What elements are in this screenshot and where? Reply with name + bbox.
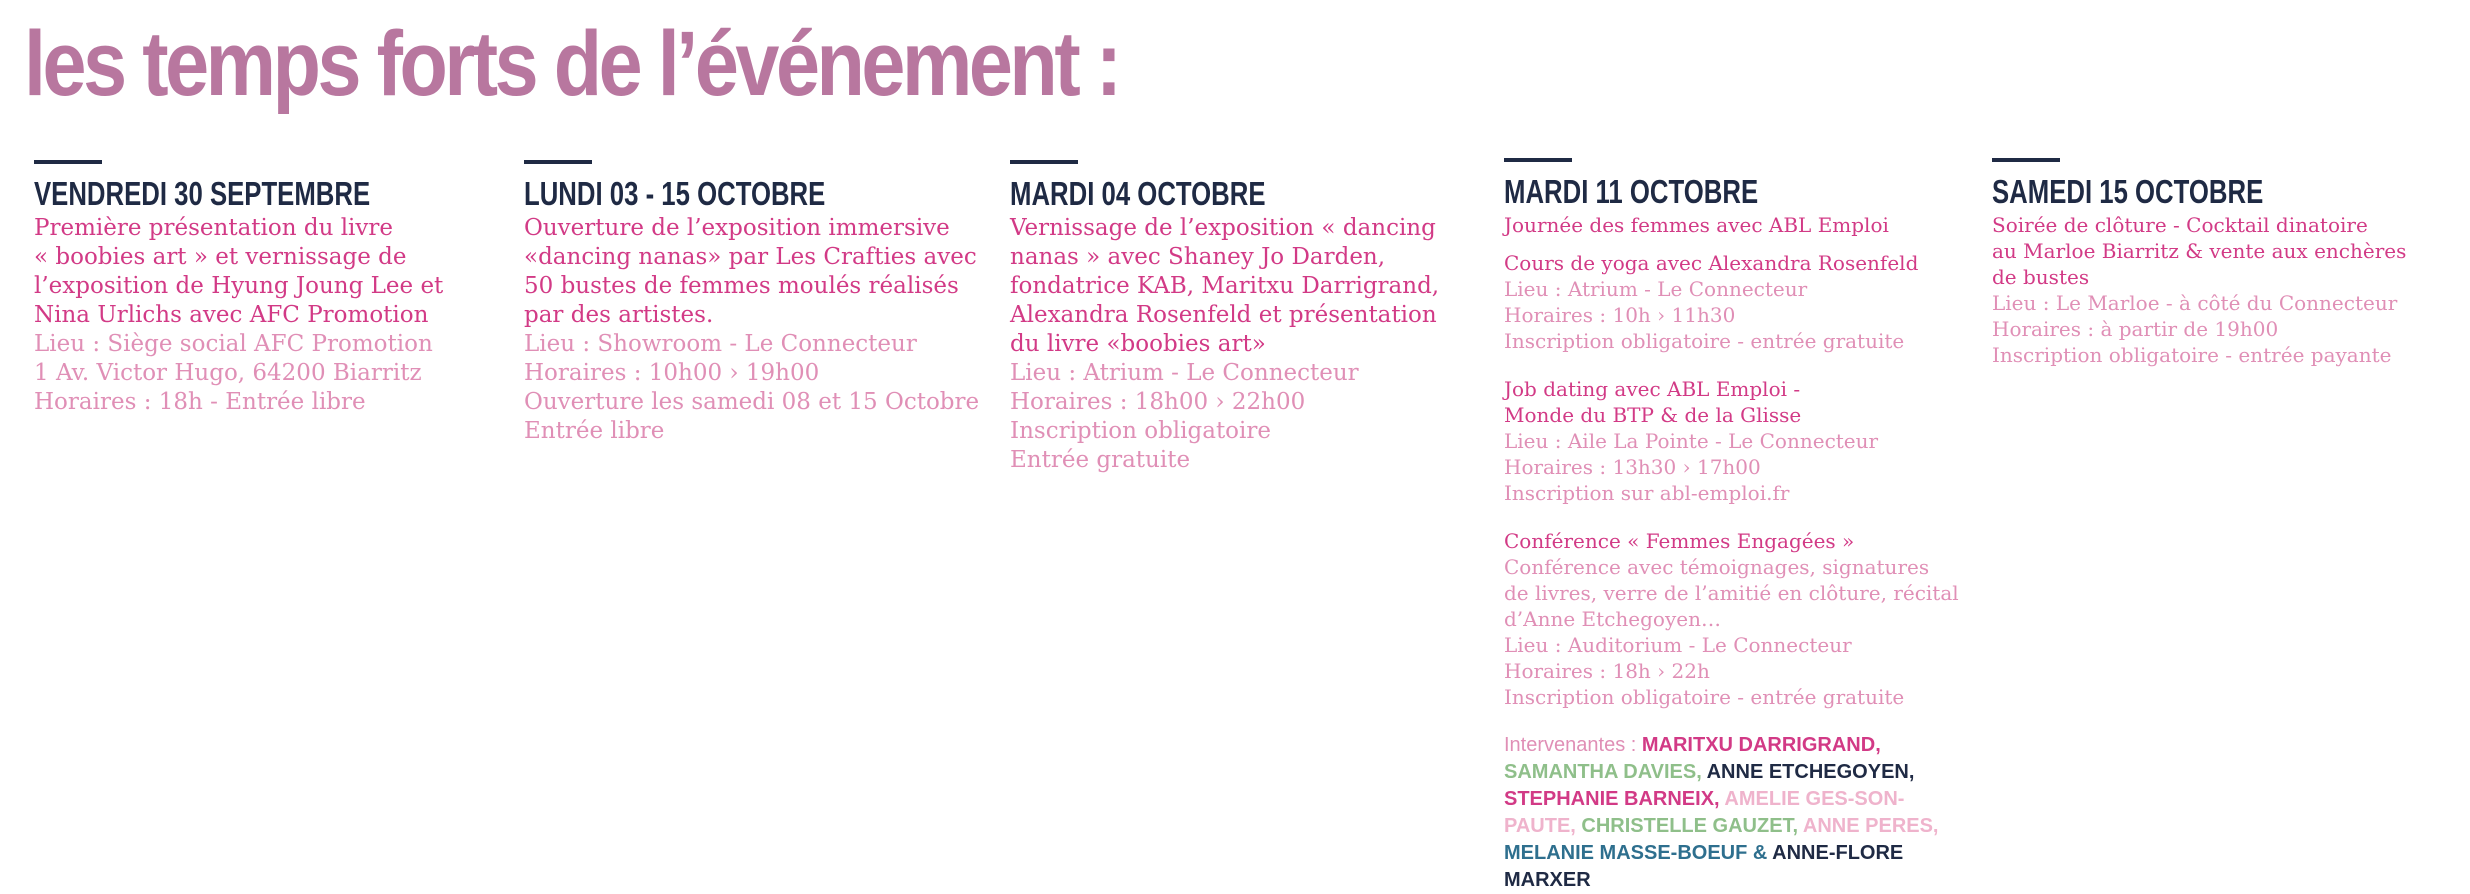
event-details <box>1992 290 2442 368</box>
event-date: LUNDI 03 - 15 OCTOBRE <box>524 175 826 212</box>
session-title: Job dating avec ABL Emploi - <box>1504 377 1801 401</box>
event-date: SAMEDI 15 OCTOBRE <box>1992 173 2264 210</box>
detail-line: Lieu : Aile La Pointe - Le Connecteur <box>1504 429 1879 453</box>
event-headline <box>524 214 994 330</box>
speaker-name: AMELIE GES-SON-PAUTE, <box>1504 788 1905 837</box>
speakers-label: Intervenantes : <box>1504 734 1642 756</box>
detail-line: Horaires : 13h30 › 17h00 <box>1504 455 1761 479</box>
divider <box>1010 160 1078 164</box>
headline-line: « boobies art » et vernissage de <box>34 244 407 270</box>
headline-line: «dancing nanas» par Les Crafties avec <box>524 244 977 270</box>
detail-line: Inscription obligatoire - entrée payante <box>1992 343 2392 367</box>
divider <box>34 160 102 164</box>
detail-line: Lieu : Le Marloe - à côté du Connecteur <box>1992 291 2398 315</box>
event-headline <box>1992 212 2442 290</box>
headline-line: Ouverture de l’exposition immersive <box>524 215 950 241</box>
detail-line: Horaires : 18h › 22h <box>1504 659 1710 683</box>
detail-line: Lieu : Atrium - Le Connecteur <box>1010 360 1359 386</box>
session-title: Cours de yoga avec Alexandra Rosenfeld <box>1504 251 1919 275</box>
detail-line: de livres, verre de l’amitié en clôture, récital <box>1504 581 1959 605</box>
page-title: les temps forts de l’événement : <box>24 13 1119 115</box>
session-title: Conférence « Femmes Engagées » <box>1504 529 1855 553</box>
headline-line: de bustes <box>1992 265 2090 289</box>
detail-line: Horaires : 10h › 11h30 <box>1504 303 1736 327</box>
event-date: MARDI 04 OCTOBRE <box>1010 175 1266 212</box>
detail-line: Conférence avec témoignages, signatures <box>1504 555 1930 579</box>
headline-line: Journée des femmes avec ABL Emploi <box>1504 213 1889 237</box>
speaker-name: CHRISTELLE GAUZET, <box>1581 815 1803 837</box>
detail-line: Inscription obligatoire - entrée gratuite <box>1504 685 1905 709</box>
session-yoga <box>1504 250 1974 354</box>
detail-line: Inscription sur abl-emploi.fr <box>1504 481 1790 505</box>
headline-line: Nina Urlichs avec AFC Promotion <box>34 302 429 328</box>
detail-line: Horaires : 10h00 › 19h00 <box>524 360 820 386</box>
event-details <box>524 330 994 446</box>
detail-line: Horaires : 18h00 › 22h00 <box>1010 389 1306 415</box>
detail-line: Lieu : Atrium - Le Connecteur <box>1504 277 1808 301</box>
detail-line: Lieu : Showroom - Le Connecteur <box>524 331 917 357</box>
event-details <box>1010 359 1490 475</box>
headline-line: Soirée de clôture - Cocktail dinatoire <box>1992 213 2368 237</box>
headline-line: Première présentation du livre <box>34 215 394 241</box>
headline-line: Vernissage de l’exposition « dancing <box>1010 215 1436 241</box>
speaker-separator: & <box>1752 842 1773 864</box>
detail-line: d’Anne Etchegoyen… <box>1504 607 1721 631</box>
event-column-1 <box>34 160 494 417</box>
detail-line: Lieu : Siège social AFC Promotion <box>34 331 433 357</box>
headline-line: par des artistes. <box>524 302 714 328</box>
divider <box>524 160 592 164</box>
speaker-name: SAMANTHA DAVIES, <box>1504 761 1707 783</box>
event-column-3 <box>1010 160 1490 475</box>
event-column-4 <box>1504 158 1974 894</box>
speaker-name: ANNE ETCHEGOYEN, <box>1706 761 1915 783</box>
headline-line: au Marloe Biarritz & vente aux enchères <box>1992 239 2407 263</box>
session-conference <box>1504 528 1974 710</box>
session-title: Monde du BTP & de la Glisse <box>1504 403 1802 427</box>
detail-line: Horaires : 18h - Entrée libre <box>34 389 366 415</box>
event-headline <box>1504 212 1974 238</box>
detail-line: Lieu : Auditorium - Le Connecteur <box>1504 633 1852 657</box>
event-date: MARDI 11 OCTOBRE <box>1504 173 1759 210</box>
detail-line: Entrée libre <box>524 418 665 444</box>
speaker-name: ANNE PERES, <box>1802 815 1939 837</box>
event-headline <box>34 214 494 330</box>
speaker-name: ANNE-FLORE MARXER <box>1504 842 1904 891</box>
event-column-5 <box>1992 158 2442 368</box>
detail-line: Entrée gratuite <box>1010 447 1191 473</box>
session-job-dating <box>1504 376 1974 506</box>
headline-line: 50 bustes de femmes moulés réalisés <box>524 273 959 299</box>
detail-line: Horaires : à partir de 19h00 <box>1992 317 2279 341</box>
detail-line: Ouverture les samedi 08 et 15 Octobre <box>524 389 980 415</box>
speaker-name: MARITXU DARRIGRAND, <box>1641 734 1881 756</box>
divider <box>1504 158 1572 162</box>
speaker-name: STEPHANIE BARNEIX, <box>1504 788 1725 810</box>
event-column-2 <box>524 160 994 446</box>
headline-line: fondatrice KAB, Maritxu Darrigrand, <box>1010 273 1440 299</box>
headline-line: nanas » avec Shaney Jo Darden, <box>1010 244 1386 270</box>
event-headline <box>1010 214 1490 359</box>
headline-line: du livre «boobies art» <box>1010 331 1266 357</box>
speakers-list <box>1504 732 1944 894</box>
detail-line: Inscription obligatoire <box>1010 418 1271 444</box>
headline-line: Alexandra Rosenfeld et présentation <box>1010 302 1437 328</box>
speaker-name: MELANIE MASSE-BOEUF <box>1504 842 1753 864</box>
detail-line: Inscription obligatoire - entrée gratuite <box>1504 329 1905 353</box>
event-details <box>34 330 494 417</box>
detail-line: 1 Av. Victor Hugo, 64200 Biarritz <box>34 360 422 386</box>
event-date: VENDREDI 30 SEPTEMBRE <box>34 175 371 212</box>
headline-line: l’exposition de Hyung Joung Lee et <box>34 273 444 299</box>
divider <box>1992 158 2060 162</box>
